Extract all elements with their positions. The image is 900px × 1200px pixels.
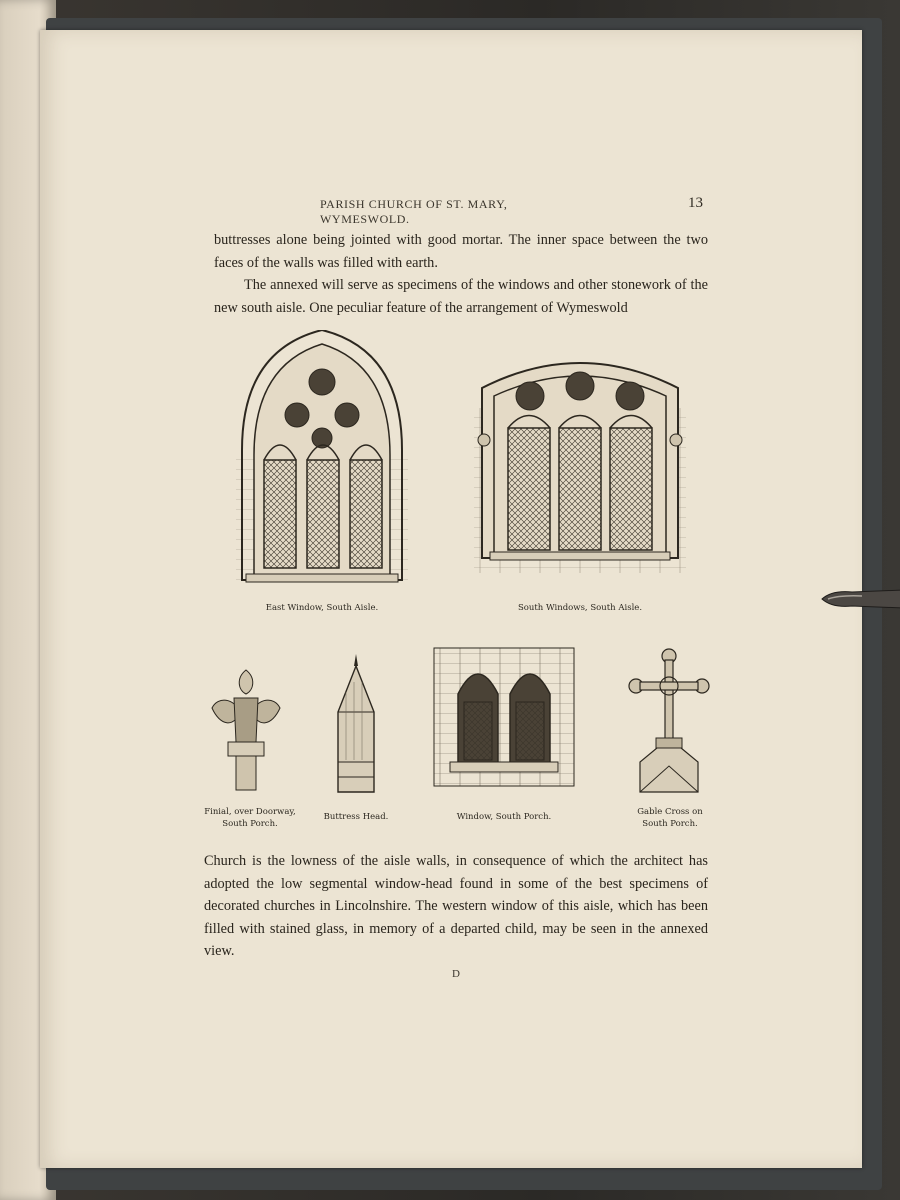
caption-finial-line-1: Finial, over Doorway, xyxy=(204,807,296,817)
running-head: PARISH CHURCH OF ST. MARY, WYMESWOLD. xyxy=(320,197,508,226)
bookmark-tab xyxy=(818,586,900,612)
signature-mark: D xyxy=(452,968,460,980)
caption-finial xyxy=(200,806,300,830)
caption-porch-window: Window, South Porch. xyxy=(456,812,552,822)
porch-window-illustration xyxy=(430,644,578,790)
gable-cross-illustration xyxy=(628,646,710,796)
page-number: 13 xyxy=(688,195,703,211)
buttress-head-illustration xyxy=(334,652,378,794)
caption-gable-cross xyxy=(622,806,718,830)
paragraph-1: buttresses alone being jointed with good mortar. The inner space between the two faces of the walls was filled with earth. xyxy=(214,232,708,271)
caption-gable-cross-line-2: South Porch. xyxy=(642,819,698,829)
caption-south-windows: South Windows, South Aisle. xyxy=(517,603,643,613)
caption-east-window: East Window, South Aisle. xyxy=(265,603,379,613)
east-window-illustration xyxy=(232,330,412,590)
paragraph-3: Church is the lowness of the aisle walls, in consequence of which the architect has adopted the low segmental window-head found in some of the best specimens of decorated churches in Lincolnshire. The western window of this aisle, which has been filled with stained glass, in memory of a departed child, may be seen in the annexed view. xyxy=(204,853,708,959)
caption-finial-line-2: South Porch. xyxy=(222,819,278,829)
caption-buttress-head: Buttress Head. xyxy=(323,812,389,822)
paragraph-2: The annexed will serve as specimens of the windows and other stonework of the new south aisle. One peculiar feature of the arrangement of Wymeswold xyxy=(214,277,708,316)
south-windows-illustration xyxy=(470,348,690,578)
caption-gable-cross-line-1: Gable Cross on xyxy=(637,807,703,817)
finial-illustration xyxy=(206,668,286,792)
